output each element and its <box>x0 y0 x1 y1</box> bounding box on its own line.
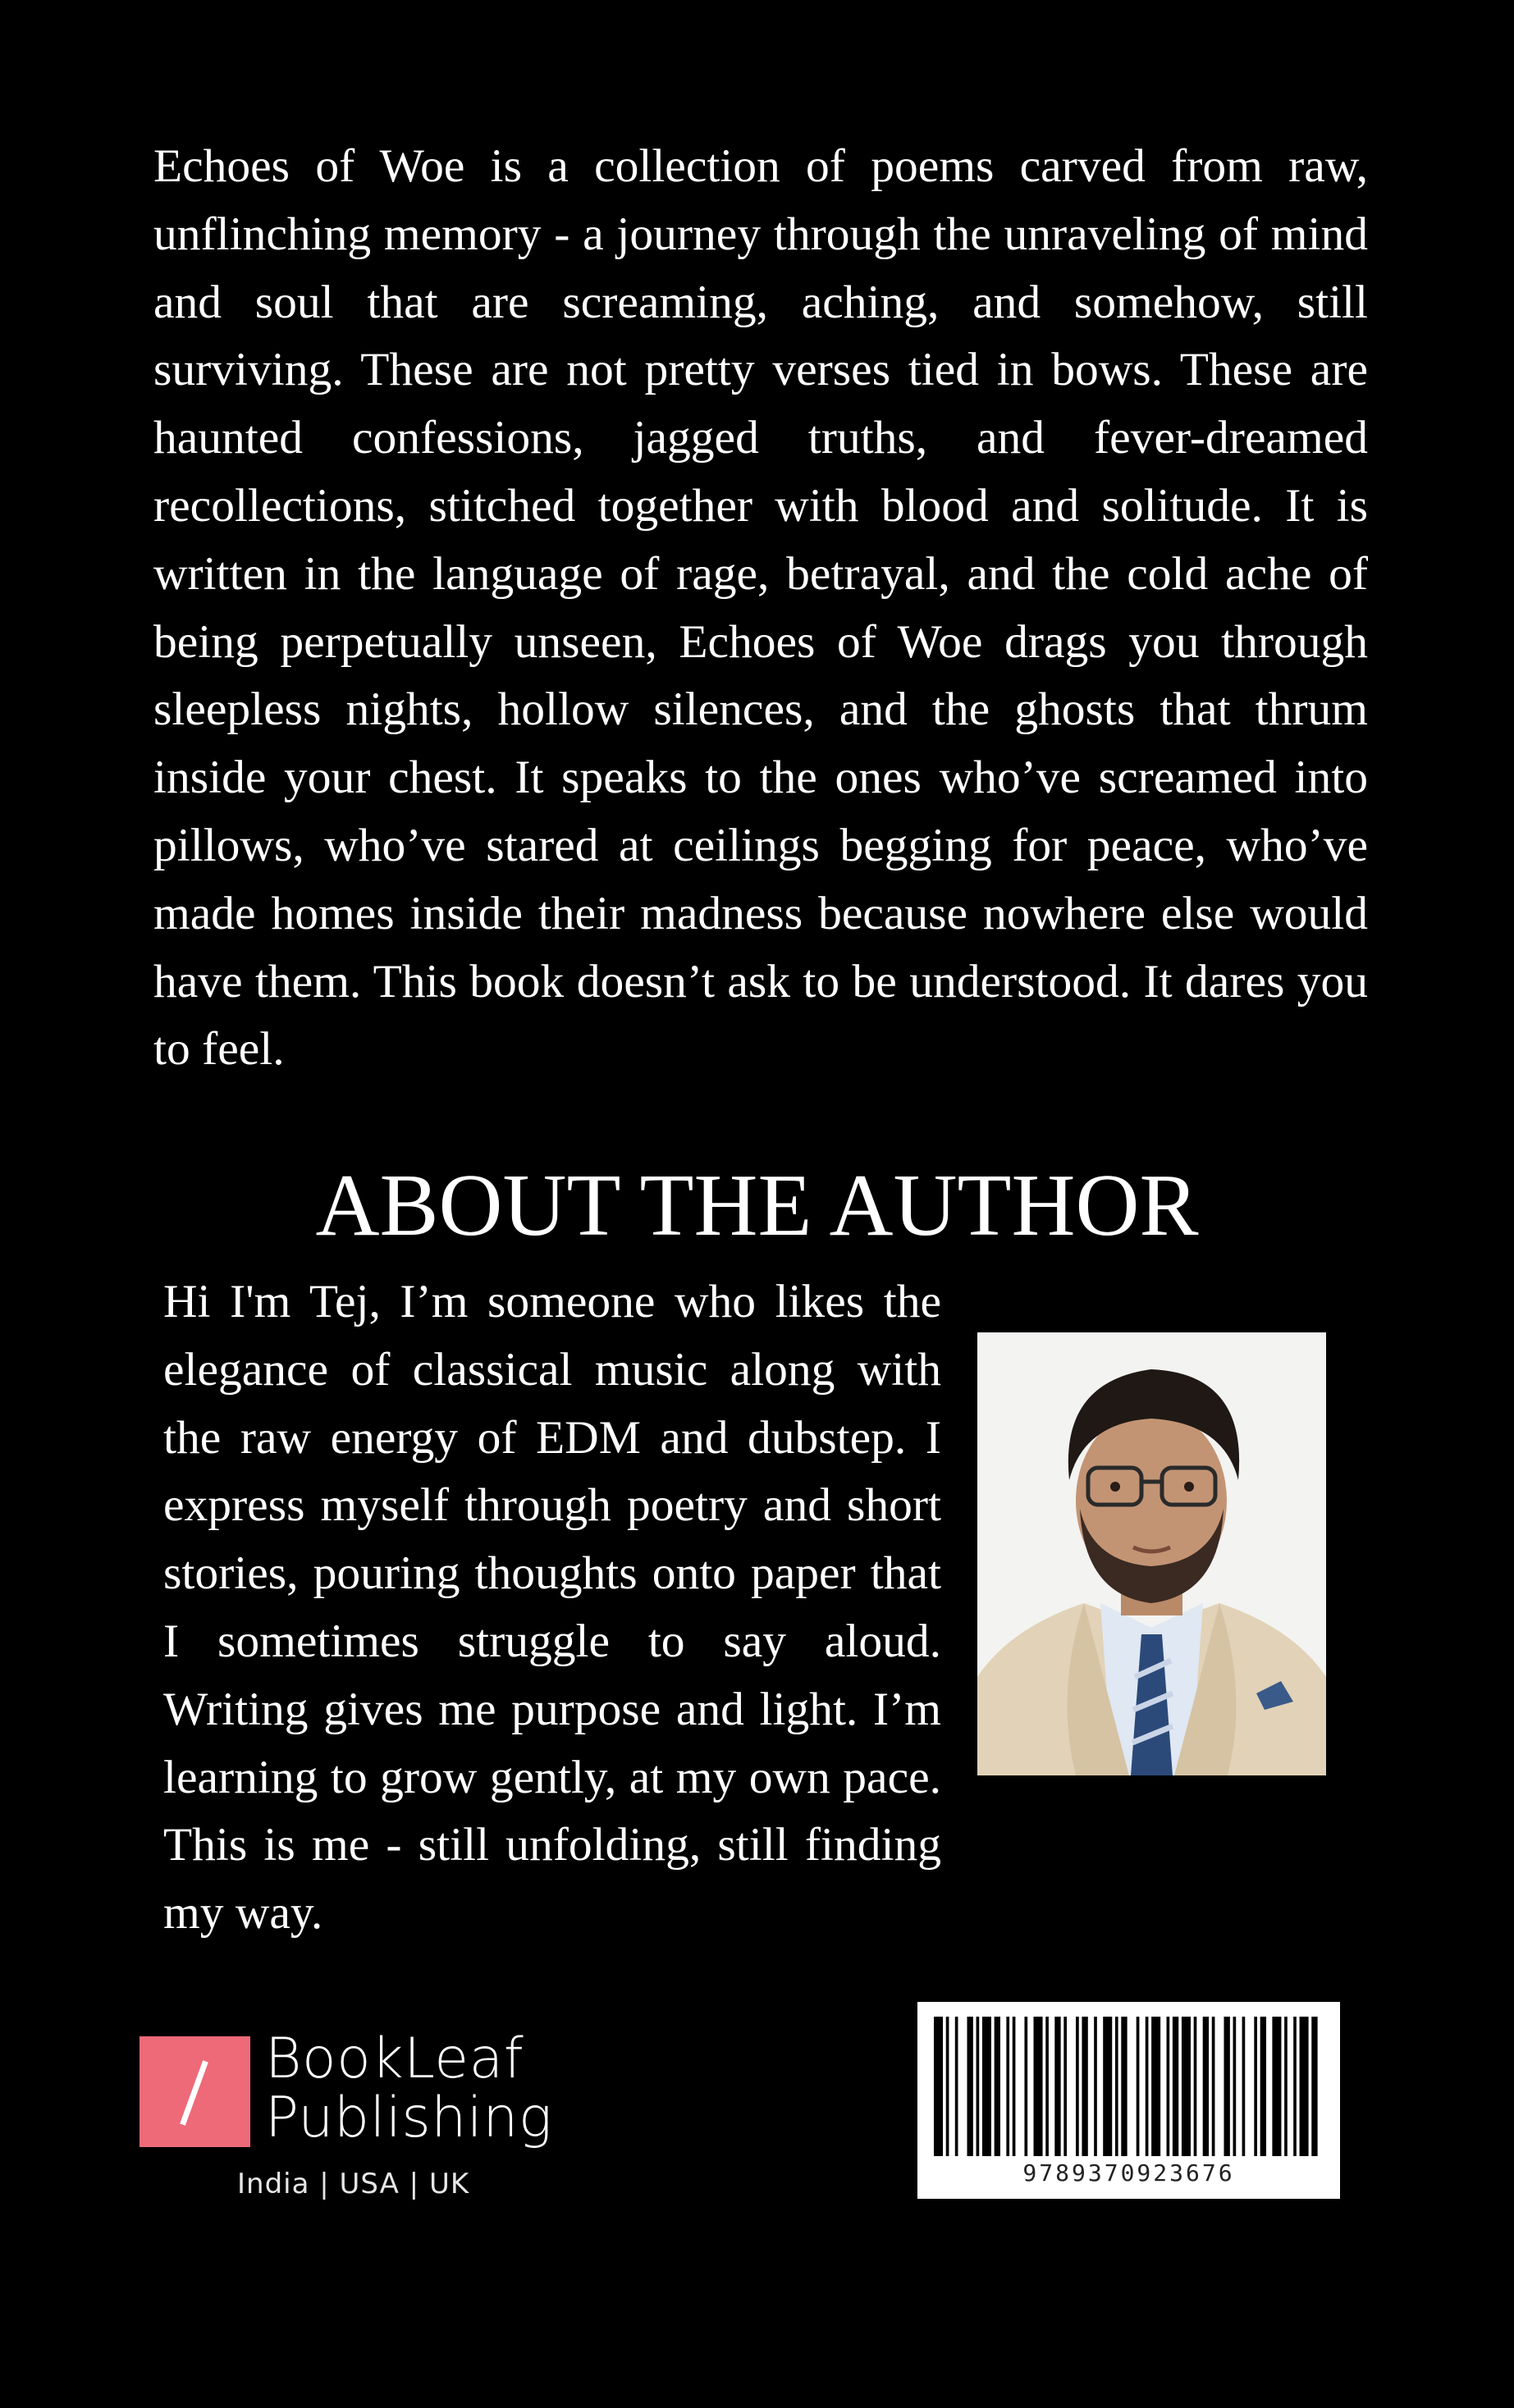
publisher-name <box>265 2026 553 2150</box>
publisher-logo <box>140 2026 566 2200</box>
publisher-name-line2: Publishing <box>265 2086 553 2150</box>
author-photo <box>977 1332 1326 1775</box>
author-bio: Hi I'm Tej, I’m someone who likes the elegance of classical music along with the raw energy of EDM and dubstep. I express myself through poetry and short stories, pouring thoughts onto paper that I sometimes struggle to say aloud. Writing gives me purpose and light. I’m learning to grow gently, at my own pace. This is me - still unfolding, still finding my way. <box>163 1276 941 1940</box>
isbn-barcode <box>917 2002 1340 2199</box>
publisher-regions: India | USA | UK <box>237 2168 470 2200</box>
about-author-heading: ABOUT THE AUTHOR <box>315 1157 1199 1254</box>
bookleaf-mark-icon <box>140 2036 250 2147</box>
barcode-bars-icon <box>934 2017 1324 2156</box>
publisher-name-line1: BookLeaf <box>265 2026 524 2091</box>
back-cover-blurb: Echoes of Woe is a collection of poems carved from raw, unflinching memory - a journey through the unraveling of mind and soul that are screaming, aching, and somehow, still surviving. These are not pretty verses tied in bows. These are haunted confessions, jagged truths, and fever-dreamed recollections, stitched together with blood and solitude. It is written in the language of rage, betrayal, and the cold ache of being perpetually unseen, Echoes of Woe drags you through sleepless nights, hollow silences, and the ghosts that thrum inside your chest. It speaks to the ones who’ve screamed into pillows, who’ve stared at ceilings begging for peace, who’ve made homes inside their madness because nowhere else would have them. This book doesn’t ask to be understood. It dares you to feel. <box>153 140 1368 1076</box>
isbn-number: 9789370923676 <box>1022 2159 1235 2186</box>
